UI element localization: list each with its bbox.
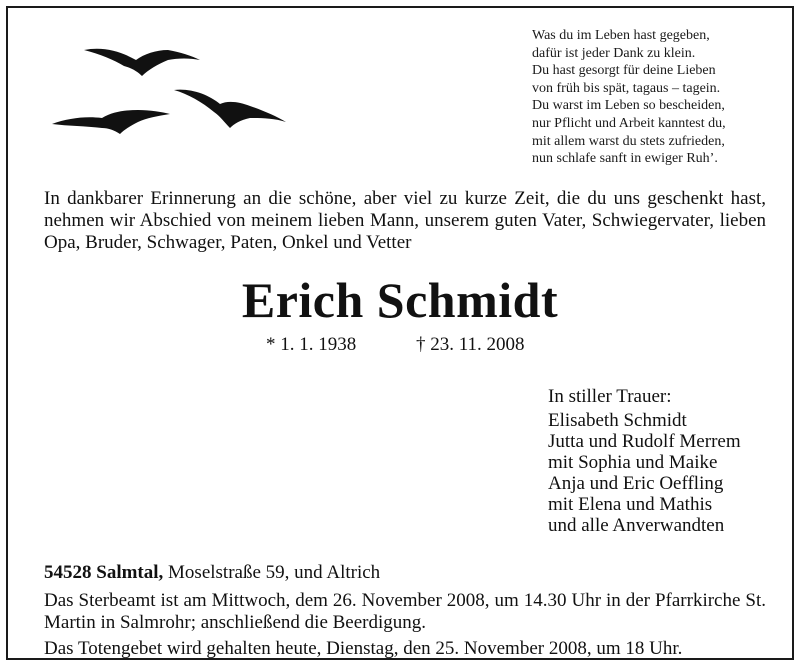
mourner-name: Anja und Eric Oeffling <box>548 473 724 494</box>
bird-icon <box>52 110 170 134</box>
poem-line: nur Pflicht und Arbeit kanntest du, <box>532 115 726 131</box>
obituary-notice <box>6 6 794 660</box>
mourner-name: Elisabeth Schmidt <box>548 410 687 431</box>
flying-birds-illustration <box>44 38 294 148</box>
intro-text: In dankbarer Erinnerung an die schöne, aber viel zu kurze Zeit, die du uns geschenkt hast, nehmen wir Abschied von meinem lieben Mann, unserem guten Vater, Schwiegervater, lieben Opa, Bruder, Schwager, Paten, Onkel und Vetter <box>44 188 766 253</box>
life-dates <box>8 334 792 362</box>
address-town: 54528 Salmtal, <box>44 562 164 583</box>
address <box>44 562 380 584</box>
address-street: Moselstraße 59, und Altrich <box>163 562 381 583</box>
poem-line: nun schlafe sanft in ewiger Ruh’. <box>532 151 718 167</box>
poem <box>532 27 787 168</box>
bird-icon <box>84 49 200 76</box>
mourner-name: mit Elena und Mathis <box>548 494 713 515</box>
mourners-heading: In stiller Trauer: <box>548 386 672 407</box>
prayer-text: Das Totengebet wird gehalten heute, Dienstag, den 25. November 2008, um 18 Uhr. <box>44 638 683 659</box>
poem-line: Du hast gesorgt für deine Lieben <box>532 63 716 79</box>
bird-icon <box>174 90 286 128</box>
poem-line: Was du im Leben hast gegeben, <box>532 28 710 43</box>
poem-line: von früh bis spät, tagaus – tagein. <box>532 80 721 96</box>
poem-line: dafür ist jeder Dank zu klein. <box>532 45 696 61</box>
mourner-name: und alle Anverwandten <box>548 515 725 536</box>
death-date: † 23. 11. 2008 <box>416 334 525 355</box>
mourners-block <box>548 386 788 536</box>
poem-line: mit allem warst du stets zufrieden, <box>532 133 725 149</box>
birth-date: * 1. 1. 1938 <box>266 334 357 355</box>
funeral-text: Das Sterbeamt ist am Mittwoch, dem 26. November 2008, um 14.30 Uhr in der Pfarrkirche St. Martin in Salmrohr; anschließend die Beerdigung. <box>44 590 766 633</box>
deceased-name: Erich Schmidt <box>241 272 559 328</box>
mourner-name: Jutta und Rudolf Merrem <box>548 431 741 452</box>
poem-line: Du warst im Leben so bescheiden, <box>532 98 725 114</box>
mourner-name: mit Sophia und Maike <box>548 452 718 473</box>
